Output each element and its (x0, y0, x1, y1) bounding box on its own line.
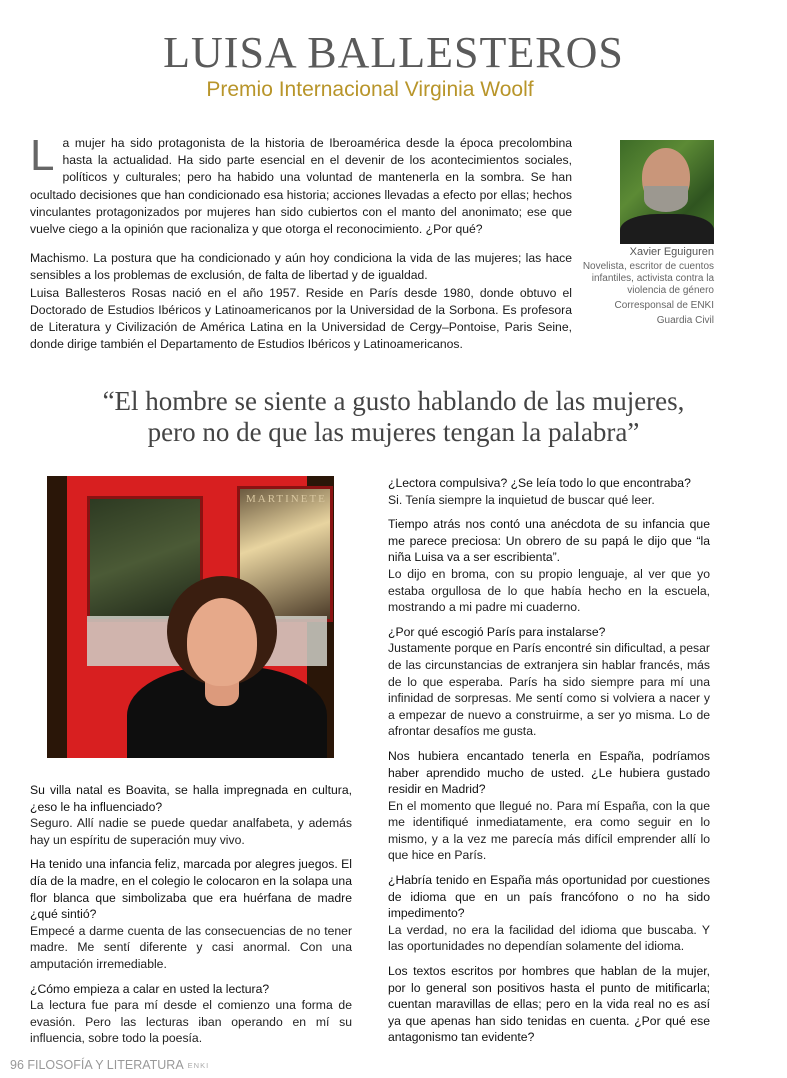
qa-block (388, 963, 710, 1046)
answer: Justamente porque en París encontré sin dificultad, a pesar de las circunstancias de extranjera sin hablar francés, más de lo que esperaba. París ha sido siempre para mí una infinidad de sorpresas. Me sentí como si volviera a nacer y a empezar de nuevo a construirme, a ser yo misma. Lo de afrontar desafíos me gusta. (388, 641, 710, 739)
answer: Lo dijo en broma, con su propio lenguaje, al ver que yo estaba orgullosa de lo que había hecho en la escuela, mostrando a mi padre mi cuaderno. (388, 566, 710, 615)
question: Los textos escritos por hombres que hablan de la mujer, por lo general son positivos hasta el punto de mitificarla; cuentan maravillas de ellas; pero en la vida real no es así ya que apenas han sido tenidas en cuenta. ¿Por qué ese antagonismo tan evidente? (388, 964, 710, 1045)
pull-quote-line-1: “El hombre se siente a gusto hablando de las mujeres, (102, 386, 685, 416)
author-role: Corresponsal de ENKI (614, 300, 714, 311)
question: Nos hubiera encantado tenerla en España, podríamos haber aprendido mucho de usted. ¿Le hubiera gustado residir en Madrid? (388, 748, 710, 797)
magazine-brand: ENKI (187, 1060, 210, 1070)
author-name: Xavier Eguiguren (629, 246, 714, 258)
qa-block (388, 872, 710, 955)
article-subtitle (0, 78, 740, 102)
award-name: Premio Internacional Virginia Woolf (206, 78, 534, 101)
qa-block (30, 782, 352, 848)
question: Tiempo atrás nos contó una anécdota de su infancia que me parece preciosa: Un obrero de su papá le dijo que “la niña Luisa va a ser escribienta”. (388, 517, 710, 565)
interview-right-column (388, 475, 710, 1054)
intro-paragraph-1: a mujer ha sido protagonista de la historia de Iberoamérica desde la época precolombina hasta la actualidad. Ha sido parte esencial en el devenir de los acontecimientos sociales, políticos y culturales; pero ha habido una voluntad de mantenerla en la sombra. Se han ocultado decisiones que han condicionado esa historia; acciones llevadas a efecto por ellas; hechos vinculantes protagonizados por mujeres han sido cubiertos con el manto del anonimato; ese que vuelve ciego a la opinión que racionaliza y que otorga el reconocimiento. ¿Por qué? (30, 136, 572, 237)
interview-left-column (30, 782, 352, 1055)
answer: En el momento que llegué no. Para mí España, con la que me identifiqué inmediatamente, era como seguir en lo mismo, y a la vez me parecía más difícil emprender allí lo que hice en París. (388, 798, 710, 863)
qa-block (388, 475, 710, 508)
answer: La lectura fue para mí desde el comienzo una forma de evasión. Pero las lecturas iban operando en mí su influencia, sobre todo la poesía. (30, 998, 352, 1046)
qa-block (30, 856, 352, 972)
intro-paragraph-2: Machismo. La postura que ha condicionado y aún hoy condiciona la vida de las mujeres; las hace sensibles a los problemas de exclusión, de falta de libertad y de igualdad. (30, 251, 572, 283)
answer: Si. Tenía siempre la inquietud de buscar qué leer. (388, 492, 655, 507)
page-number-section: 96 FILOSOFÍA Y LITERATURA (10, 1058, 184, 1072)
author-photo-beard (644, 186, 688, 212)
question: ¿Cómo empieza a calar en usted la lectura? (30, 981, 270, 996)
answer: Seguro. Allí nadie se puede quedar analfabeta, y además hay un espíritu de superación muy vivo. (30, 816, 352, 847)
pull-quote (0, 386, 787, 448)
question: ¿Por qué escogió París para instalarse? (388, 624, 606, 639)
interviewee-photo (47, 476, 334, 758)
intro-text (30, 131, 572, 353)
pull-quote-line-2: pero no de que las mujeres tengan la palabra” (147, 417, 640, 447)
question: ¿Habría tenido en España más oportunidad por cuestiones de idioma que en un país francófono o no ha sido impedimento? (388, 873, 710, 921)
answer: Empecé a darme cuenta de las consecuencias de no tener madre. Me sentí diferente y casi anormal. Con una amputación irremediable. (30, 923, 352, 971)
shop-sign: MARTINETE (246, 493, 327, 505)
qa-block (388, 624, 710, 740)
author-description: Novelista, escritor de cuentos infantiles, activista contra la violencia de género (582, 261, 714, 296)
qa-block (30, 981, 352, 1047)
author-caption (560, 246, 714, 330)
interviewee-face (187, 598, 257, 686)
author-photo (620, 140, 714, 244)
intro-paragraph-3: Luisa Ballesteros Rosas nació en el año 1957. Reside en París desde 1980, donde obtuvo el Doctorado de Estudios Ibéricos y Latinoamericanos por la Universidad de la Sorbona. Es profesora de Literatura y Civilización de América Latina en la Universidad de Cergy–Pontoise, Paris Seine, donde dirige también el Departamento de Estudios Ibéricos y Latinoamericanos. (30, 285, 572, 352)
author-profession: Guardia Civil (656, 315, 714, 326)
question: Ha tenido una infancia feliz, marcada por alegres juegos. El día de la madre, en el colegio le colocaron en la solapa una flor blanca que simbolizaba que era huérfana de madre ¿qué sintió? (30, 857, 352, 922)
answer: La verdad, no era la facilidad del idioma que buscaba. Y las oportunidades no dependían solamente del idioma. (388, 922, 710, 954)
drop-cap: L (30, 131, 55, 180)
qa-block (388, 516, 710, 616)
question: ¿Lectora compulsiva? ¿Se leía todo lo que encontraba? (388, 476, 691, 490)
qa-block (388, 748, 710, 864)
author-photo-shirt (620, 214, 714, 244)
question: Su villa natal es Boavita, se halla impregnada en cultura, ¿eso le ha influenciado? (30, 783, 352, 814)
page-footer (10, 1058, 209, 1073)
article-title: LUISA BALLESTEROS (163, 28, 624, 77)
